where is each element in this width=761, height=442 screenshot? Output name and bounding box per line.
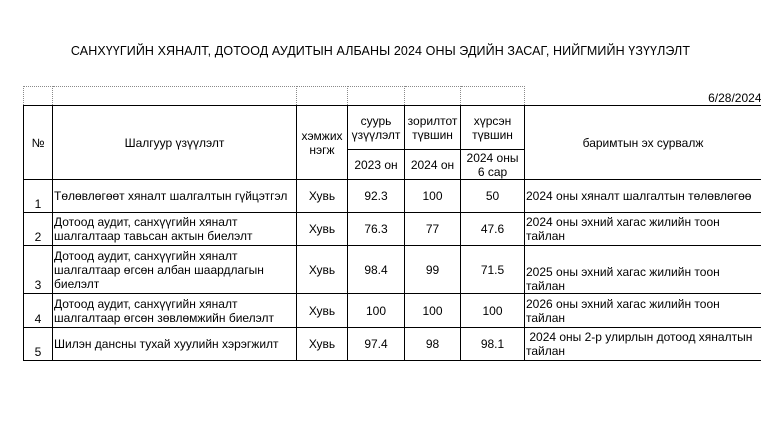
row-achieved: 50	[461, 180, 525, 213]
row-base: 100	[348, 294, 405, 328]
row-achieved: 71.5	[461, 246, 525, 294]
row-unit: Хувь	[297, 328, 348, 361]
row-unit: Хувь	[297, 180, 348, 213]
row-source: 2024 оны 2-р улирлын дотоод хяналтын тайлан	[525, 328, 761, 361]
row-target: 99	[405, 246, 461, 294]
table-row	[24, 246, 761, 294]
row-indicator: Дотоод аудит, санхүүгийн хяналт шалгалтаар тавьсан актын биелэлт	[53, 213, 297, 246]
row-source: 2024 оны эхний хагас жилийн тоон тайлан	[525, 213, 761, 246]
header-achieved: хүрсэн түвшин	[461, 106, 525, 150]
row-base: 92.3	[348, 180, 405, 213]
header-row	[24, 106, 761, 150]
row-achieved: 100	[461, 294, 525, 328]
indicators-table	[23, 86, 761, 361]
row-unit: Хувь	[297, 213, 348, 246]
row-indicator: Дотоод аудит, санхүүгийн хяналт шалгалтаар өгсөн зөвлөмжийн биелэлт	[53, 294, 297, 328]
row-indicator: Шилэн дансны тухай хуулийн хэрэгжилт	[53, 328, 297, 361]
row-achieved: 47.6	[461, 213, 525, 246]
row-target: 98	[405, 328, 461, 361]
row-source: 2025 оны эхний хагас жилийн тоон тайлан	[525, 246, 761, 294]
row-unit: Хувь	[297, 246, 348, 294]
row-target: 100	[405, 180, 461, 213]
row-num: 4	[24, 294, 53, 328]
table-row	[24, 294, 761, 328]
row-achieved: 98.1	[461, 328, 525, 361]
row-base: 98.4	[348, 246, 405, 294]
row-num: 5	[24, 328, 53, 361]
row-indicator: Дотоод аудит, санхүүгийн хяналт шалгалтаар өгсөн албан шаардлагын биелэлт	[53, 246, 297, 294]
date-row	[24, 87, 761, 106]
header-base-year: 2023 он	[348, 150, 405, 180]
table-row	[24, 180, 761, 213]
row-target: 77	[405, 213, 461, 246]
row-num: 3	[24, 246, 53, 294]
row-num: 1	[24, 180, 53, 213]
header-target: зорилтот түвшин	[405, 106, 461, 150]
row-source: 2026 оны эхний хагас жилийн тоон тайлан	[525, 294, 761, 328]
header-base: суурь үзүүлэлт	[348, 106, 405, 150]
row-base: 97.4	[348, 328, 405, 361]
header-unit: хэмжих нэгж	[297, 106, 348, 180]
table-row	[24, 328, 761, 361]
row-base: 76.3	[348, 213, 405, 246]
header-num: №	[24, 106, 53, 180]
report-title: САНХҮҮГИЙН ХЯНАЛТ, ДОТООД АУДИТЫН АЛБАНЫ 2024 ОНЫ ЭДИЙН ЗАСАГ, НИЙГМИЙН ҮЗҮҮЛЭЛТ	[70, 44, 691, 58]
table-row	[24, 213, 761, 246]
header-source: баримтын эх сурвалж	[525, 106, 761, 180]
header-achieved-period: 2024 оны 6 сар	[461, 150, 525, 180]
row-target: 100	[405, 294, 461, 328]
header-indicator: Шалгуур үзүүлэлт	[53, 106, 297, 180]
row-unit: Хувь	[297, 294, 348, 328]
report-date: 6/28/2024	[708, 91, 761, 105]
row-indicator: Төлөвлөгөөт хяналт шалгалтын гүйцэтгэл	[53, 180, 297, 213]
header-target-year: 2024 он	[405, 150, 461, 180]
row-source: 2024 оны хяналт шалгалтын төлөвлөгөө	[525, 180, 761, 213]
row-num: 2	[24, 213, 53, 246]
